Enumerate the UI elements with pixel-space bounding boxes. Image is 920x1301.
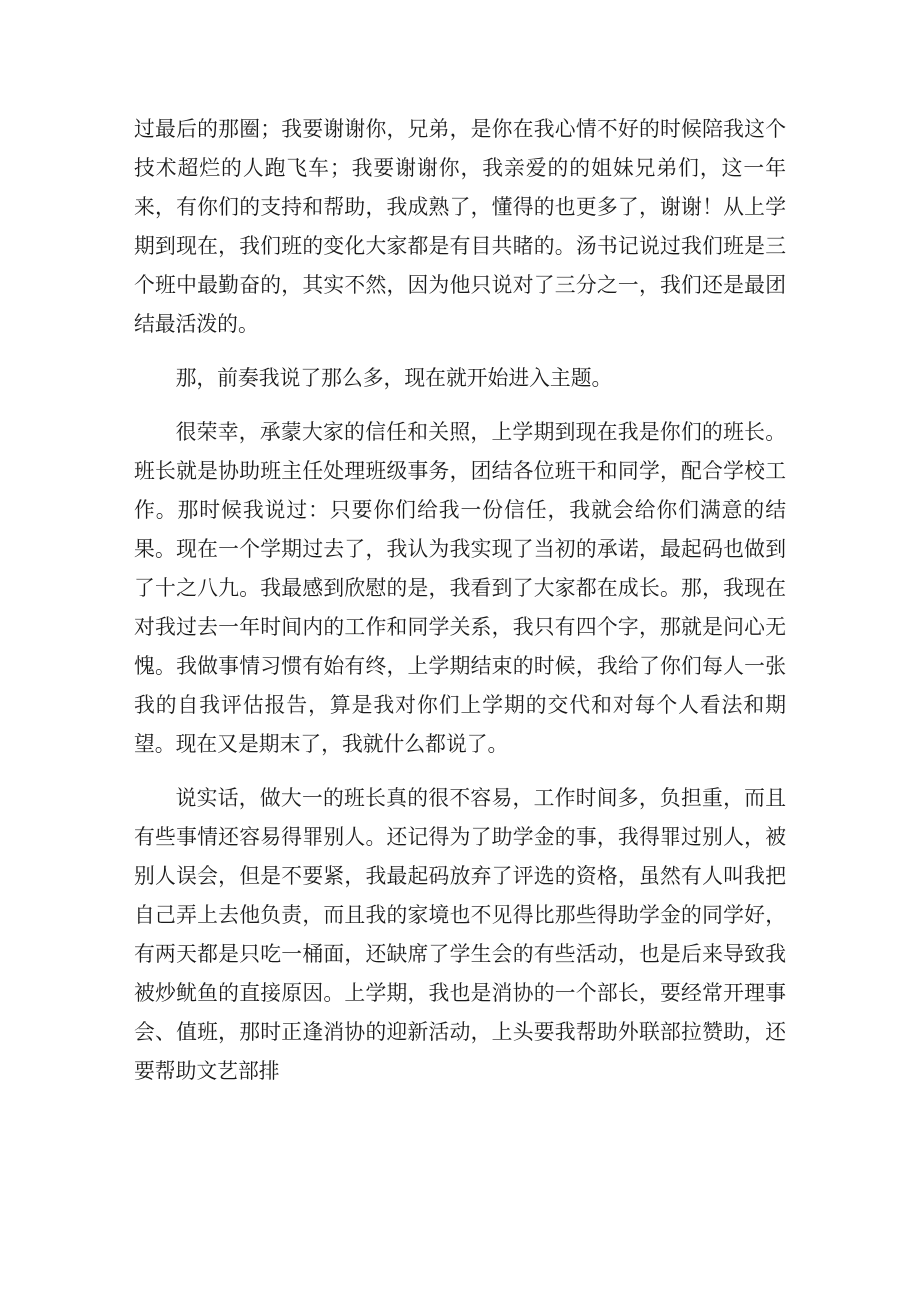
document-page xyxy=(134,110,786,1106)
paragraph-transition: 那，前奏我说了那么多，现在就开始进入主题。 xyxy=(175,366,613,390)
paragraph-difficulties: 说实话，做大一的班长真的很不容易，工作时间多，负担重，而且有些事情还容易得罪别人。还记得为了助学金的事，我得罪过别人，被别人误会，但是不要紧，我最起码放弃了评选的资格，虽然有人叫我把自己弄上去他负责，而且我的家境也不见得比那些得助学金的同学好，有两天都是只吃一桶面，还缺席了学生会的有些活动，也是后来导致我被炒鱿鱼的直接原因。上学期，我也是消协的一个部长，要经常开理事会、值班，那时正逢消协的迎新活动，上头要我帮助外联部拉赞助，还要帮助文艺部排 xyxy=(134,786,786,1083)
paragraph-monitor-role: 很荣幸，承蒙大家的信任和关照，上学期到现在我是你们的班长。班长就是协助班主任处理班级事务，团结各位班干和同学，配合学校工作。那时候我说过：只要你们给我一份信任，我就会给你们满意的结果。现在一个学期过去了，我认为我实现了当初的承诺，最起码也做到了十之八九。我最感到欣慰的是，我看到了大家都在成长。那，我现在对我过去一年时间内的工作和同学关系，我只有四个字，那就是问心无愧。我做事情习惯有始有终，上学期结束的时候，我给了你们每人一张我的自我评估报告，算是我对你们上学期的交代和对每个人看法和期望。现在又是期末了，我就什么都说了。 xyxy=(134,420,786,756)
paragraph-continuation: 过最后的那圈；我要谢谢你，兄弟，是你在我心情不好的时候陪我这个技术超烂的人跑飞车；我要谢谢你，我亲爱的的姐妹兄弟们，这一年来，有你们的支持和帮助，我成熟了，懂得的也更多了，谢谢！从上学期到现在，我们班的变化大家都是有目共睹的。汤书记说过我们班是三个班中最勤奋的，其实不然，因为他只说对了三分之一，我们还是最团结最活泼的。 xyxy=(134,117,786,336)
